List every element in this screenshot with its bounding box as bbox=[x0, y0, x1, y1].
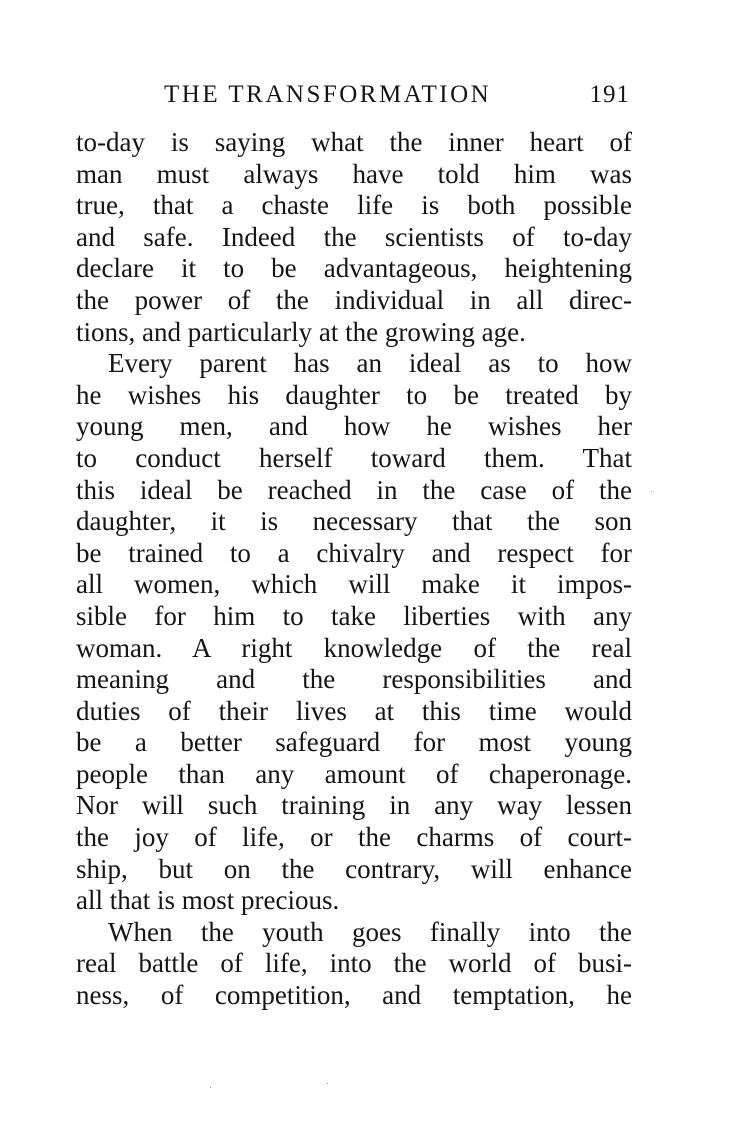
text-line: all that is most precious. bbox=[76, 885, 340, 916]
scan-speck bbox=[210, 1087, 211, 1088]
text-line: Every parent has an ideal as to how bbox=[108, 348, 632, 379]
text-line: all women, which will make it impos- bbox=[76, 569, 632, 600]
text-line: this ideal be reached in the case of the bbox=[76, 474, 632, 505]
text-line: When the youth goes finally into the bbox=[108, 916, 632, 947]
text-line: Nor will such training in any way lessen bbox=[76, 790, 632, 821]
text-line: sible for him to take liberties with any bbox=[76, 600, 632, 631]
page-number: 191 bbox=[589, 81, 630, 108]
text-line: duties of their lives at this time would bbox=[76, 695, 632, 726]
text-line: he wishes his daughter to be treated by bbox=[76, 379, 632, 410]
text-line: woman. A right knowledge of the real bbox=[76, 632, 632, 663]
text-line: people than any amount of chaperonage. bbox=[76, 758, 632, 789]
text-line: young men, and how he wishes her bbox=[76, 411, 632, 442]
text-line: the joy of life, or the charms of court- bbox=[76, 822, 632, 853]
body-text bbox=[76, 127, 632, 1012]
text-line: daughter, it is necessary that the son bbox=[76, 506, 632, 537]
text-line: man must always have told him was bbox=[76, 158, 632, 189]
running-header bbox=[76, 78, 632, 112]
text-line: to conduct herself toward them. That bbox=[76, 442, 632, 473]
text-line: declare it to be advantageous, heightening bbox=[76, 253, 632, 284]
text-line: ship, but on the contrary, will enhance bbox=[76, 853, 632, 884]
text-line: meaning and the responsibilities and bbox=[76, 664, 632, 695]
text-line: the power of the individual in all direc- bbox=[76, 284, 632, 315]
text-line: ness, of competition, and temptation, he bbox=[76, 980, 632, 1011]
text-line: and safe. Indeed the scientists of to-day bbox=[76, 221, 632, 252]
text-line: true, that a chaste life is both possible bbox=[76, 190, 632, 221]
scan-speck bbox=[327, 1083, 328, 1084]
running-title: THE TRANSFORMATION bbox=[164, 81, 492, 108]
text-line: to-day is saying what the inner heart of bbox=[76, 127, 632, 157]
text-line: real battle of life, into the world of busi- bbox=[76, 948, 632, 979]
text-line: be a better safeguard for most young bbox=[76, 727, 632, 758]
text-line: tions, and particularly at the growing age. bbox=[76, 316, 526, 347]
text-line: be trained to a chivalry and respect for bbox=[76, 537, 632, 568]
scan-speck bbox=[651, 491, 652, 492]
